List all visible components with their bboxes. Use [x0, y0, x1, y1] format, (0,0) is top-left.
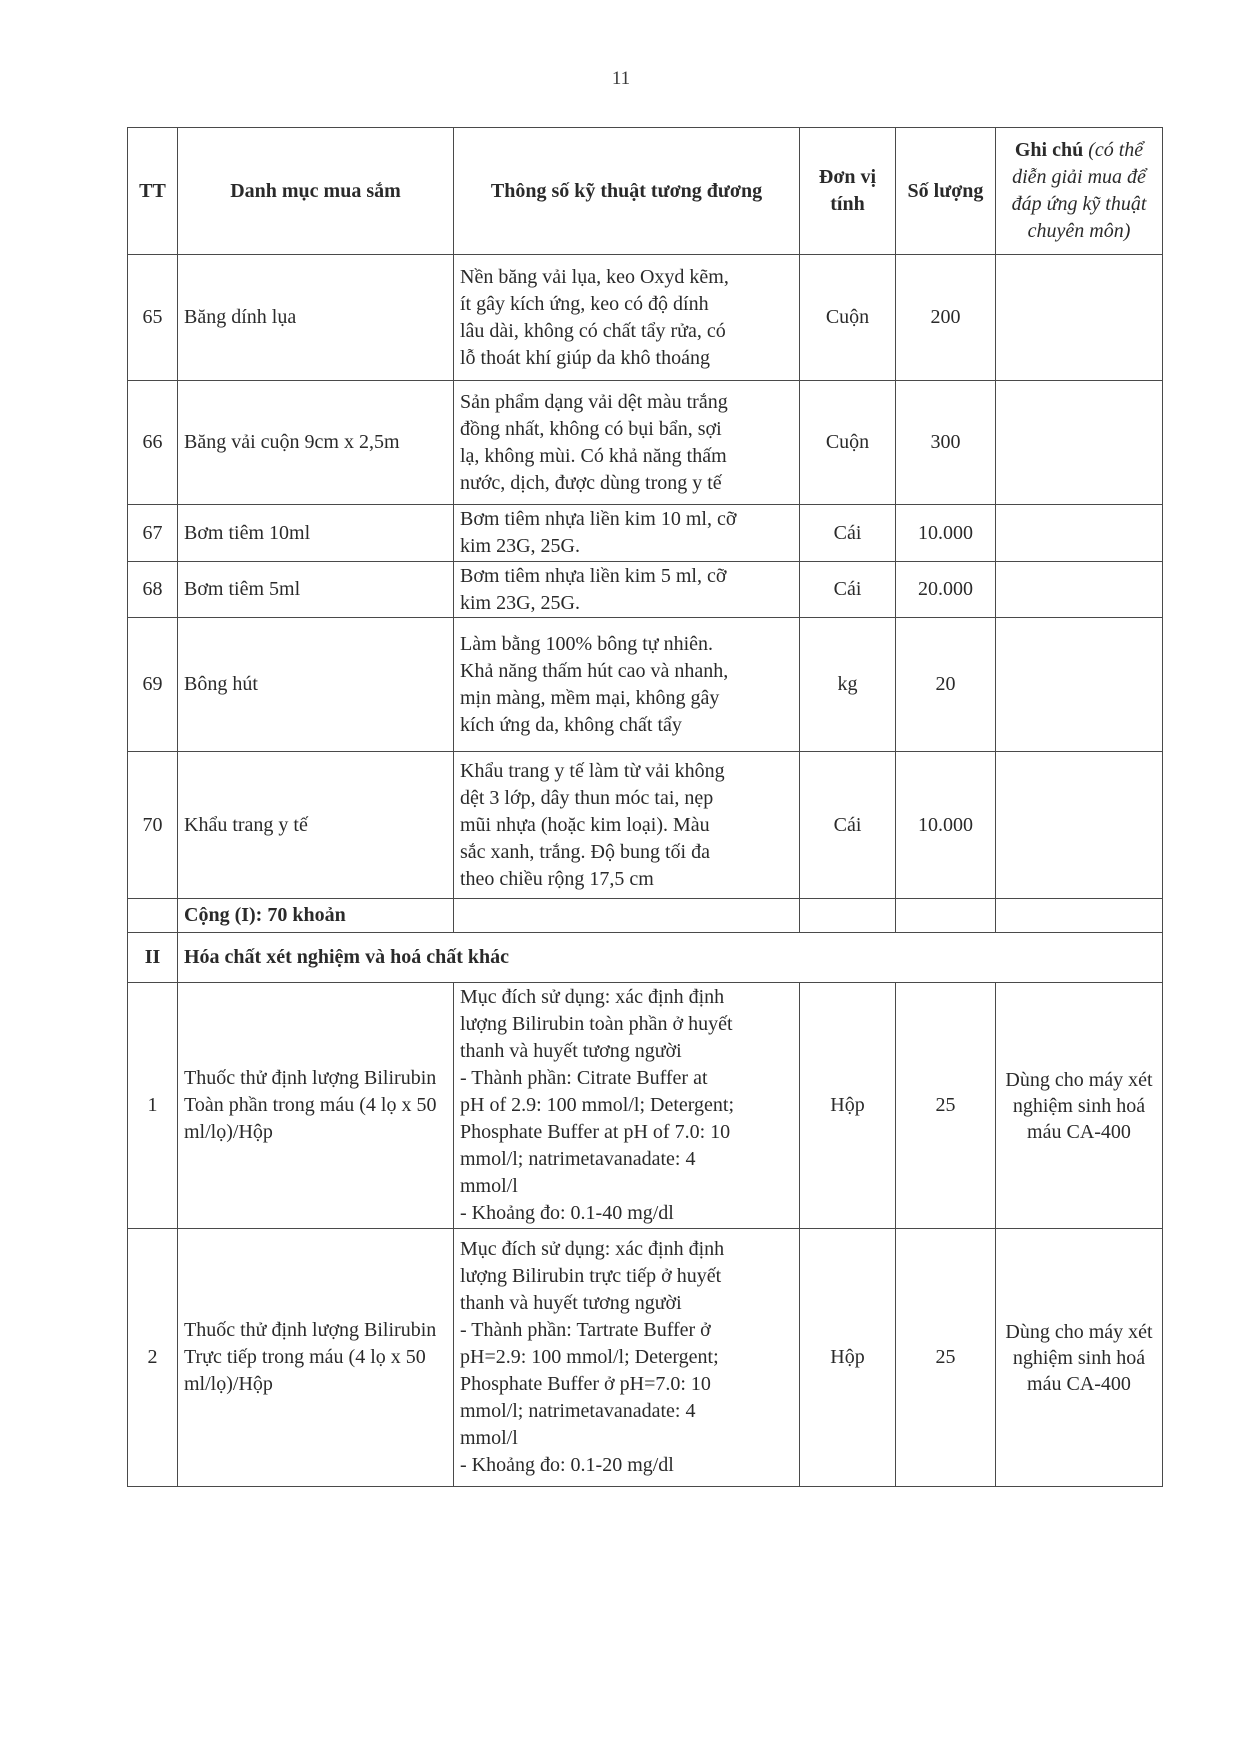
header-row — [128, 128, 1163, 255]
spec-line: Bơm tiêm nhựa liền kim 10 ml, cỡ — [460, 508, 737, 530]
quantity-cell: 10.000 — [896, 505, 996, 562]
row-number: 69 — [128, 618, 178, 752]
spec-cell — [454, 983, 800, 1229]
spec-line: - Thành phần: Tartrate Buffer ở — [460, 1319, 711, 1341]
note-cell — [996, 381, 1163, 505]
subtotal-unit — [800, 899, 896, 933]
note-cell — [996, 752, 1163, 899]
item-name: Bông hút — [178, 618, 454, 752]
spec-line: mũi nhựa (hoặc kim loại). Màu — [460, 813, 710, 836]
item-name: Bơm tiêm 10ml — [178, 505, 454, 562]
subtotal-qty — [896, 899, 996, 933]
spec-line: lượng Bilirubin toàn phần ở huyết — [460, 1013, 733, 1035]
header-note-bold: Ghi chú — [1014, 139, 1084, 161]
spec-cell — [454, 1229, 800, 1487]
header-category: Danh mục mua sắm — [178, 128, 454, 255]
header-unit: Đơn vị tính — [800, 128, 896, 255]
unit-cell: Hộp — [800, 983, 896, 1229]
spec-line: dệt 3 lớp, dây thun móc tai, nẹp — [460, 786, 714, 809]
note-cell — [996, 618, 1163, 752]
header-spec: Thông số kỹ thuật tương đương — [454, 128, 800, 255]
unit-cell: Cái — [800, 562, 896, 618]
row-number: 2 — [128, 1229, 178, 1487]
item-name: Khẩu trang y tế — [178, 752, 454, 899]
page-number: 11 — [611, 68, 631, 89]
spec-line: mmol/l; natrimetavanadate: 4 — [460, 1400, 696, 1422]
unit-cell: kg — [800, 618, 896, 752]
header-quantity: Số lượng — [896, 128, 996, 255]
note-cell: Dùng cho máy xét nghiệm sinh hoá máu CA-400 — [996, 983, 1163, 1229]
spec-line: - Khoảng đo: 0.1-20 mg/dl — [460, 1454, 674, 1476]
spec-line: lạ, không mùi. Có khả năng thấm — [460, 444, 727, 467]
row-number: 67 — [128, 505, 178, 562]
note-cell — [996, 255, 1163, 381]
subtotal-note — [996, 899, 1163, 933]
subtotal-tt — [128, 899, 178, 933]
spec-line: kim 23G, 25G. — [460, 591, 580, 614]
spec-line: Nền băng vải lụa, keo Oxyd kẽm, — [460, 265, 729, 288]
unit-cell: Cái — [800, 505, 896, 562]
table-row — [128, 381, 1163, 505]
spec-line: kích ứng da, không chất tẩy — [460, 713, 682, 736]
item-name: Thuốc thử định lượng Bilirubin Toàn phần trong máu (4 lọ x 50 ml/lọ)/Hộp — [178, 983, 454, 1229]
spec-line: - Thành phần: Citrate Buffer at — [460, 1067, 708, 1089]
header-note — [996, 128, 1163, 255]
row-number: 1 — [128, 983, 178, 1229]
quantity-cell: 20.000 — [896, 562, 996, 618]
section-header-row — [128, 933, 1163, 983]
spec-cell — [454, 505, 800, 562]
spec-cell — [454, 562, 800, 618]
note-cell — [996, 562, 1163, 618]
spec-line: mmol/l — [460, 1175, 518, 1197]
unit-cell: Cuộn — [800, 381, 896, 505]
quantity-cell: 25 — [896, 1229, 996, 1487]
note-cell: Dùng cho máy xét nghiệm sinh hoá máu CA-400 — [996, 1229, 1163, 1487]
spec-line: Khả năng thấm hút cao và nhanh, — [460, 659, 729, 682]
subtotal-spec — [454, 899, 800, 933]
spec-line: lỗ thoát khí giúp da khô thoáng — [460, 346, 710, 369]
table-row — [128, 983, 1163, 1229]
quantity-cell: 300 — [896, 381, 996, 505]
spec-line: pH=2.9: 100 mmol/l; Detergent; — [460, 1346, 719, 1368]
spec-line: đồng nhất, không có bụi bẩn, sợi — [460, 417, 722, 440]
spec-line: kim 23G, 25G. — [460, 535, 580, 557]
subtotal-row — [128, 899, 1163, 933]
spec-line: lượng Bilirubin trực tiếp ở huyết — [460, 1265, 722, 1287]
section-number: II — [128, 933, 178, 983]
spec-line: Phosphate Buffer ở pH=7.0: 10 — [460, 1373, 711, 1395]
spec-cell — [454, 752, 800, 899]
item-name: Băng dính lụa — [178, 255, 454, 381]
spec-cell — [454, 255, 800, 381]
item-name: Thuốc thử định lượng Bilirubin Trực tiếp trong máu (4 lọ x 50 ml/lọ)/Hộp — [178, 1229, 454, 1487]
quantity-cell: 200 — [896, 255, 996, 381]
spec-line: thanh và huyết tương người — [460, 1292, 682, 1314]
quantity-cell: 25 — [896, 983, 996, 1229]
section-title: Hóa chất xét nghiệm và hoá chất khác — [178, 933, 1163, 983]
spec-line: - Khoảng đo: 0.1-40 mg/dl — [460, 1202, 674, 1224]
spec-line: mmol/l; natrimetavanadate: 4 — [460, 1148, 696, 1170]
table-row — [128, 752, 1163, 899]
row-number: 70 — [128, 752, 178, 899]
procurement-table — [127, 127, 1163, 1487]
quantity-cell: 20 — [896, 618, 996, 752]
spec-line: Mục đích sử dụng: xác định định — [460, 1238, 725, 1260]
spec-line: theo chiều rộng 17,5 cm — [460, 867, 654, 890]
table-row — [128, 505, 1163, 562]
spec-line: sắc xanh, trắng. Độ bung tối đa — [460, 840, 710, 863]
spec-line: mịn màng, mềm mại, không gây — [460, 686, 720, 709]
table-body — [128, 255, 1163, 1487]
row-number: 65 — [128, 255, 178, 381]
header-tt: TT — [128, 128, 178, 255]
table-row — [128, 618, 1163, 752]
spec-line: Phosphate Buffer at pH of 7.0: 10 — [460, 1121, 731, 1143]
note-cell — [996, 505, 1163, 562]
row-number: 68 — [128, 562, 178, 618]
item-name: Băng vải cuộn 9cm x 2,5m — [178, 381, 454, 505]
spec-line: mmol/l — [460, 1427, 518, 1449]
spec-line: Sản phẩm dạng vải dệt màu trắng — [460, 390, 728, 413]
table-row — [128, 562, 1163, 618]
header-note-italic: (có thể diễn giải mua để đáp ứng kỹ thuật chuyên môn) — [1011, 139, 1147, 242]
spec-cell — [454, 381, 800, 505]
spec-line: Mục đích sử dụng: xác định định — [460, 986, 725, 1008]
spec-line: Bơm tiêm nhựa liền kim 5 ml, cỡ — [460, 564, 727, 587]
spec-line: nước, dịch, được dùng trong y tế — [460, 471, 722, 494]
table-row — [128, 255, 1163, 381]
subtotal-label: Cộng (I): 70 khoản — [178, 899, 454, 933]
unit-cell: Hộp — [800, 1229, 896, 1487]
quantity-cell: 10.000 — [896, 752, 996, 899]
table-row — [128, 1229, 1163, 1487]
spec-line: pH of 2.9: 100 mmol/l; Detergent; — [460, 1094, 735, 1116]
spec-line: Làm bằng 100% bông tự nhiên. — [460, 632, 714, 655]
spec-line: ít gây kích ứng, keo có độ dính — [460, 292, 709, 315]
unit-cell: Cái — [800, 752, 896, 899]
spec-cell — [454, 618, 800, 752]
spec-line: thanh và huyết tương người — [460, 1040, 682, 1062]
spec-line: Khẩu trang y tế làm từ vải không — [460, 759, 725, 782]
unit-cell: Cuộn — [800, 255, 896, 381]
spec-line: lâu dài, không có chất tẩy rửa, có — [460, 319, 726, 342]
item-name: Bơm tiêm 5ml — [178, 562, 454, 618]
row-number: 66 — [128, 381, 178, 505]
